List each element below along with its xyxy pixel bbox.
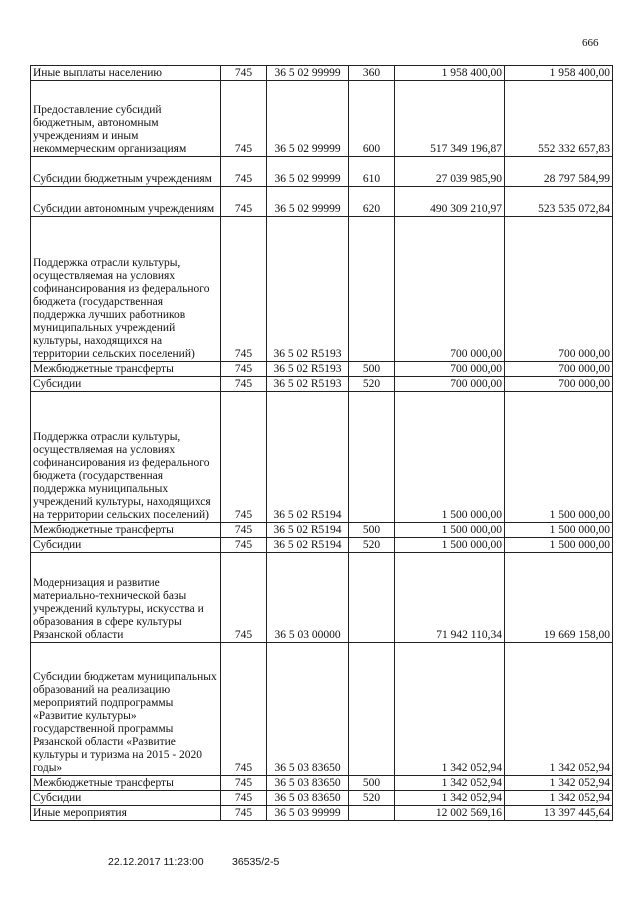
row-code: 745 [221, 187, 267, 217]
row-code: 745 [221, 776, 267, 791]
row-vr: 610 [349, 157, 395, 187]
row-csr: 36 5 02 R5193 [267, 377, 349, 392]
row-vr: 600 [349, 81, 395, 157]
table-row [31, 538, 613, 553]
row-vr: 520 [349, 791, 395, 806]
row-csr: 36 5 02 99999 [267, 81, 349, 157]
row-csr: 36 5 02 99999 [267, 187, 349, 217]
row-sum-2018: 1 500 000,00 [395, 523, 505, 538]
page-number: 666 [582, 37, 599, 49]
row-sum-2019: 1 342 052,94 [505, 776, 613, 791]
row-name: Субсидии бюджетным учреждениям [31, 157, 221, 187]
row-csr: 36 5 02 99999 [267, 157, 349, 187]
row-sum-2019: 1 342 052,94 [505, 643, 613, 776]
row-sum-2019: 523 535 072,84 [505, 187, 613, 217]
row-vr [349, 643, 395, 776]
row-name: Субсидии [31, 538, 221, 553]
row-name: Иные выплаты населению [31, 66, 221, 81]
row-sum-2019: 1 500 000,00 [505, 523, 613, 538]
row-code: 745 [221, 81, 267, 157]
row-csr: 36 5 02 R5194 [267, 538, 349, 553]
row-vr: 500 [349, 776, 395, 791]
row-vr [349, 806, 395, 821]
row-name: Модернизация и развитие материально-технической базы учреждений культуры, искусства и образования в сфере культуры Рязанской области [31, 553, 221, 643]
row-sum-2019: 700 000,00 [505, 217, 613, 362]
row-sum-2018: 1 958 400,00 [395, 66, 505, 81]
row-vr: 520 [349, 377, 395, 392]
row-sum-2018: 490 309 210,97 [395, 187, 505, 217]
row-vr [349, 217, 395, 362]
row-sum-2018: 700 000,00 [395, 377, 505, 392]
row-csr: 36 5 02 R5194 [267, 392, 349, 523]
row-sum-2019: 1 342 052,94 [505, 791, 613, 806]
row-sum-2018: 1 500 000,00 [395, 538, 505, 553]
row-code: 745 [221, 553, 267, 643]
row-code: 745 [221, 392, 267, 523]
table-row [31, 187, 613, 217]
row-vr: 620 [349, 187, 395, 217]
row-csr: 36 5 03 00000 [267, 553, 349, 643]
budget-table [30, 65, 613, 821]
row-csr: 36 5 02 99999 [267, 66, 349, 81]
row-csr: 36 5 03 83650 [267, 776, 349, 791]
row-vr: 500 [349, 523, 395, 538]
row-sum-2019: 552 332 657,83 [505, 81, 613, 157]
row-name: Иные мероприятия [31, 806, 221, 821]
row-sum-2018: 700 000,00 [395, 362, 505, 377]
row-name: Межбюджетные трансферты [31, 776, 221, 791]
row-name: Субсидии автономным учреждениям [31, 187, 221, 217]
row-vr [349, 392, 395, 523]
row-sum-2019: 700 000,00 [505, 377, 613, 392]
row-sum-2019: 1 500 000,00 [505, 392, 613, 523]
row-csr: 36 5 03 83650 [267, 791, 349, 806]
row-csr: 36 5 03 99999 [267, 806, 349, 821]
row-code: 745 [221, 523, 267, 538]
row-name: Межбюджетные трансферты [31, 523, 221, 538]
table-row [31, 392, 613, 523]
footer-timestamp: 22.12.2017 11:23:00 [108, 856, 204, 868]
row-sum-2018: 71 942 110,34 [395, 553, 505, 643]
row-vr: 520 [349, 538, 395, 553]
row-sum-2018: 1 342 052,94 [395, 791, 505, 806]
row-name: Субсидии [31, 377, 221, 392]
row-sum-2018: 517 349 196,87 [395, 81, 505, 157]
row-name: Межбюджетные трансферты [31, 362, 221, 377]
row-code: 745 [221, 643, 267, 776]
table-row [31, 362, 613, 377]
row-csr: 36 5 02 R5193 [267, 217, 349, 362]
row-name: Поддержка отрасли культуры, осуществляемая на условиях софинансирования из федерального бюджета (государственная поддержка лучших работников муниципальных учреждений культуры, находящихся на территории сельских поселений) [31, 217, 221, 362]
row-sum-2018: 700 000,00 [395, 217, 505, 362]
row-code: 745 [221, 806, 267, 821]
table-row [31, 643, 613, 776]
row-sum-2018: 1 500 000,00 [395, 392, 505, 523]
row-name: Субсидии [31, 791, 221, 806]
row-vr: 500 [349, 362, 395, 377]
row-name: Субсидии бюджетам муниципальных образований на реализацию мероприятий подпрограммы «Развитие культуры» государственной программы Рязанской области «Развитие культуры и туризма на 2015 - 2020 годы» [31, 643, 221, 776]
table-row [31, 377, 613, 392]
table-row [31, 66, 613, 81]
row-name: Поддержка отрасли культуры, осуществляемая на условиях софинансирования из федерального бюджета (государственная поддержка муниципальных учреждений культуры, находящихся на территории сельских поселений) [31, 392, 221, 523]
table-row [31, 776, 613, 791]
row-sum-2019: 28 797 584,99 [505, 157, 613, 187]
table-row [31, 523, 613, 538]
row-sum-2018: 27 039 985,90 [395, 157, 505, 187]
table-row [31, 806, 613, 821]
row-csr: 36 5 03 83650 [267, 643, 349, 776]
row-code: 745 [221, 791, 267, 806]
row-sum-2018: 1 342 052,94 [395, 643, 505, 776]
row-sum-2018: 1 342 052,94 [395, 776, 505, 791]
row-code: 745 [221, 377, 267, 392]
row-vr: 360 [349, 66, 395, 81]
table-row [31, 81, 613, 157]
row-code: 745 [221, 157, 267, 187]
table-row [31, 553, 613, 643]
row-sum-2019: 13 397 445,64 [505, 806, 613, 821]
row-sum-2019: 700 000,00 [505, 362, 613, 377]
row-code: 745 [221, 538, 267, 553]
table-row [31, 157, 613, 187]
footer-doc-id: 36535/2-5 [232, 856, 280, 868]
row-sum-2018: 12 002 569,16 [395, 806, 505, 821]
row-name: Предоставление субсидий бюджетным, автономным учреждениям и иным некоммерческим организациям [31, 81, 221, 157]
row-code: 745 [221, 217, 267, 362]
row-csr: 36 5 02 R5193 [267, 362, 349, 377]
table-row [31, 791, 613, 806]
row-sum-2019: 1 958 400,00 [505, 66, 613, 81]
table-row [31, 217, 613, 362]
row-code: 745 [221, 362, 267, 377]
row-vr [349, 553, 395, 643]
row-sum-2019: 19 669 158,00 [505, 553, 613, 643]
row-code: 745 [221, 66, 267, 81]
row-sum-2019: 1 500 000,00 [505, 538, 613, 553]
row-csr: 36 5 02 R5194 [267, 523, 349, 538]
